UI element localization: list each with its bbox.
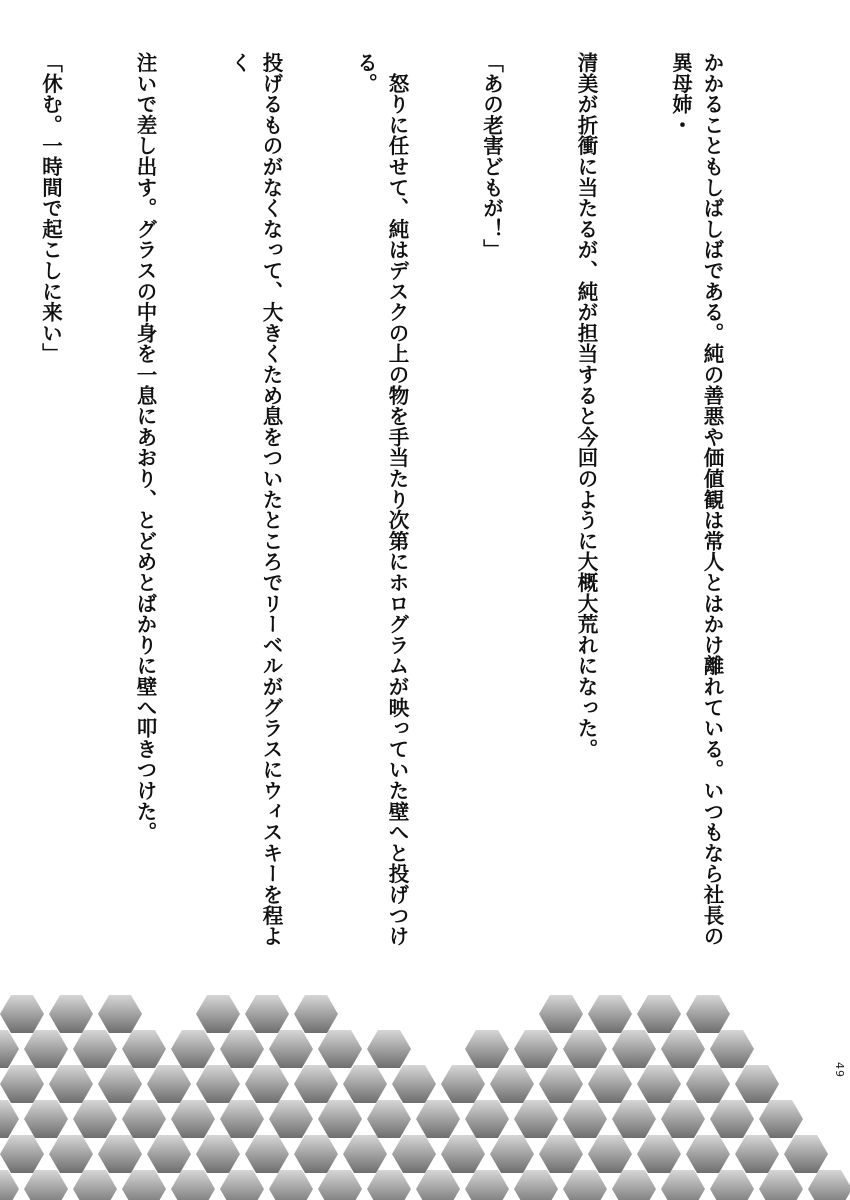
- hexagon-tile: [367, 1030, 411, 1068]
- hexagon-tile: [49, 995, 93, 1033]
- hexagon-tile: [416, 1100, 460, 1138]
- vertical-text-block: [0, 52, 790, 967]
- hexagon-tile: [759, 1100, 803, 1138]
- text-line: 清美が折衝に当たるが、純が担当すると今回のように大概大荒れになった。: [574, 52, 598, 760]
- hexagon-tile: [73, 1170, 117, 1200]
- hexagon-tile: [808, 1170, 850, 1200]
- hexagon-tile: [147, 1135, 191, 1173]
- hexagon-tile: [514, 1100, 558, 1138]
- hexagon-tile: [514, 1170, 558, 1200]
- hexagon-tile: [637, 995, 681, 1033]
- hexagon-tile: [612, 1100, 656, 1138]
- hexagon-tile: [122, 1100, 166, 1138]
- hexagon-tile: [269, 1030, 313, 1068]
- hexagon-tile: [318, 1030, 362, 1068]
- hexagon-tile: [367, 1170, 411, 1200]
- hexagon-tile: [588, 1065, 632, 1103]
- hexagon-tile: [392, 1065, 436, 1103]
- hexagon-tile: [710, 1100, 754, 1138]
- hexagon-tile: [465, 1170, 509, 1200]
- hexagon-tile: [735, 1065, 779, 1103]
- hexagon-tile: [269, 1170, 313, 1200]
- hexagon-tile: [710, 1170, 754, 1200]
- hexagon-tile: [0, 1065, 44, 1103]
- hexagon-tile: [661, 1170, 705, 1200]
- hexagon-tile: [245, 1135, 289, 1173]
- hexagon-tile: [294, 995, 338, 1033]
- hexagon-tile: [784, 1135, 828, 1173]
- hexagon-tile: [686, 1135, 730, 1173]
- hexagon-tile: [171, 1030, 215, 1068]
- hexagon-tile: [367, 1100, 411, 1138]
- hexagon-tile: [171, 1100, 215, 1138]
- hexagon-tile: [416, 1170, 460, 1200]
- hexagon-tile: [661, 1030, 705, 1068]
- hexagon-tile: [0, 1030, 19, 1068]
- text-line: かかることもしばしばである。純の善悪や価値観は常人とはかけ離れている。いつもなら社長の異母姉・: [668, 52, 724, 947]
- hexagon-tile: [122, 1030, 166, 1068]
- hexagon-tile: [563, 1100, 607, 1138]
- hexagon-tile: [612, 1170, 656, 1200]
- page-number: 49: [833, 1062, 846, 1078]
- hexagon-tile: [637, 1135, 681, 1173]
- hexagon-tile: [196, 995, 240, 1033]
- hexagon-tile: [220, 1030, 264, 1068]
- hexagon-tile: [343, 1135, 387, 1173]
- hexagon-tile: [441, 1065, 485, 1103]
- hexagon-tile: [318, 1170, 362, 1200]
- hexagon-tile: [539, 1135, 583, 1173]
- hexagon-tile: [0, 995, 44, 1033]
- hexagon-tile: [0, 1135, 44, 1173]
- hexagon-tile: [294, 1065, 338, 1103]
- hexagon-tile: [49, 1135, 93, 1173]
- hexagon-tile: [245, 995, 289, 1033]
- hexagon-tile: [0, 1100, 19, 1138]
- hexagon-tile: [759, 1170, 803, 1200]
- hexagon-tile: [465, 1030, 509, 1068]
- hexagon-tile: [245, 1065, 289, 1103]
- hexagon-tile: [539, 1065, 583, 1103]
- hexagon-tile: [392, 1135, 436, 1173]
- hexagon-tile: [490, 1135, 534, 1173]
- hexagon-tile: [465, 1100, 509, 1138]
- hexagon-tile: [98, 995, 142, 1033]
- hexagon-tile: [294, 1135, 338, 1173]
- hexagon-tile: [171, 1170, 215, 1200]
- hexagon-tile: [269, 1100, 313, 1138]
- hexagon-tile: [563, 1170, 607, 1200]
- hexagon-tile: [122, 1170, 166, 1200]
- hexagon-tile: [514, 1030, 558, 1068]
- hexagon-tile: [343, 1065, 387, 1103]
- hexagon-tile: [539, 995, 583, 1033]
- hexagon-tile: [196, 1135, 240, 1173]
- hexagon-tile: [710, 1030, 754, 1068]
- hexagon-tile: [24, 1100, 68, 1138]
- hexagon-tile: [637, 1065, 681, 1103]
- text-line: 「休む。一時間で起こしに来い」: [38, 52, 63, 364]
- hexagon-tile: [196, 1065, 240, 1103]
- hexagon-tile: [0, 1170, 19, 1200]
- hexagon-tile: [220, 1170, 264, 1200]
- hexagon-tile: [588, 1135, 632, 1173]
- hexagon-tile: [73, 1030, 117, 1068]
- hexagon-tile: [147, 1065, 191, 1103]
- hexagon-tile: [661, 1100, 705, 1138]
- hexagon-tile: [686, 1065, 730, 1103]
- hexagon-tile: [318, 1100, 362, 1138]
- hexagon-tile: [490, 1065, 534, 1103]
- text-line: 怒りに任せて、純はデスクの上の物を手当たり次第にホログラムが映っていた壁へと投げつける。: [353, 52, 409, 947]
- hexagon-tile: [441, 1135, 485, 1173]
- hexagon-tile: [612, 1030, 656, 1068]
- hexagon-tile: [24, 1170, 68, 1200]
- text-line: 注いで差し出す。グラスの中身を一息にあおり、とどめとばかりに壁へ叩きつけた。: [133, 52, 157, 843]
- hexagon-tile: [73, 1100, 117, 1138]
- hexagon-tile: [735, 1135, 779, 1173]
- hexagon-tile: [220, 1100, 264, 1138]
- text-line: 「あの老害どもが！」: [479, 52, 504, 260]
- hexagon-tile: [98, 1135, 142, 1173]
- hexagon-tile: [563, 1030, 607, 1068]
- hexagon-tile: [24, 1030, 68, 1068]
- text-line: 投げるものがなくなって、大きくため息をついたところでリーベルがグラスにウィスキーを程よく: [227, 52, 283, 947]
- hexagon-tile: [98, 1065, 142, 1103]
- hexagon-pattern-decoration: [0, 990, 850, 1200]
- hexagon-tile: [686, 995, 730, 1033]
- hexagon-tile: [49, 1065, 93, 1103]
- hexagon-tile: [588, 995, 632, 1033]
